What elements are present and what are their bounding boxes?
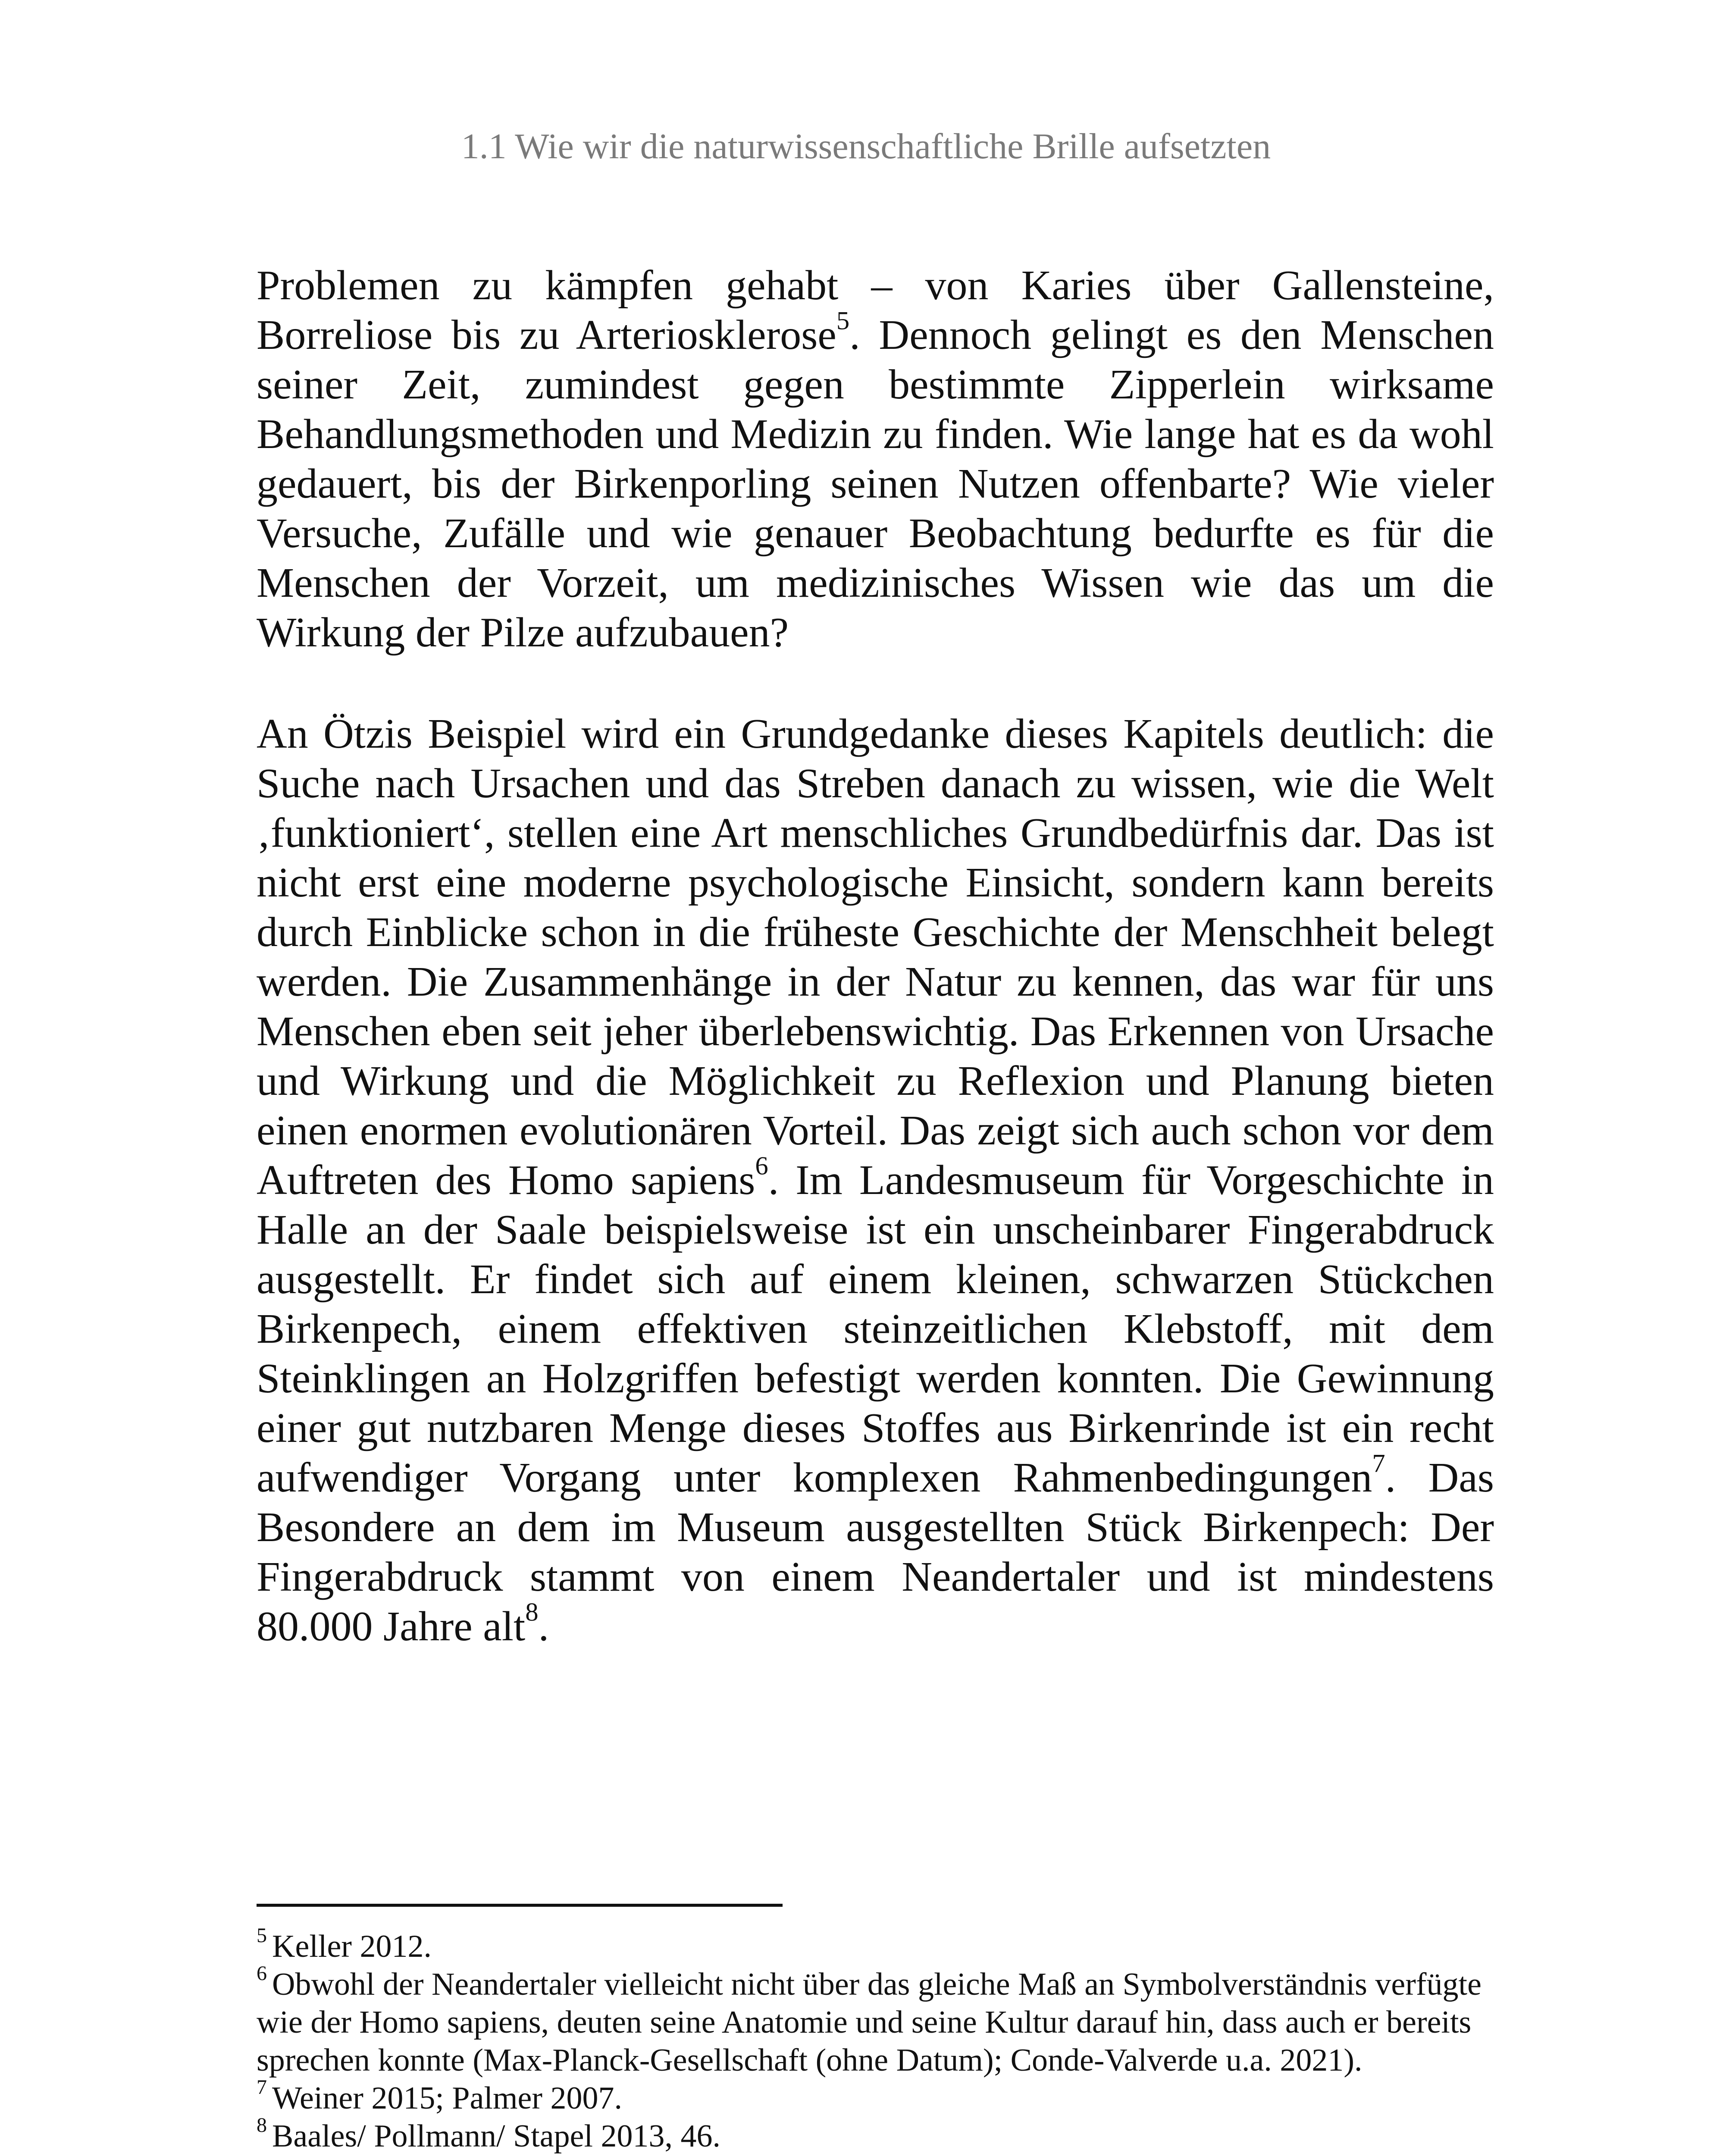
footnote-reference: 6 bbox=[755, 1151, 768, 1181]
footnote-text: Keller 2012. bbox=[272, 1929, 432, 1964]
footnotes bbox=[257, 1924, 1494, 2155]
footnote-reference: 8 bbox=[525, 1598, 539, 1627]
footnote-reference: 5 bbox=[836, 306, 850, 335]
running-header: 1.1 Wie wir die naturwissenschaftliche Brille aufsetzten bbox=[461, 126, 1271, 166]
footnote-number: 6 bbox=[257, 1962, 267, 1985]
footnote-separator bbox=[257, 1904, 783, 1907]
paragraph-text: . Dennoch gelingt es den Menschen seiner Zeit, zumindest gegen bestimmte Zipperlein wirksame Behandlungsmethoden und Medizin zu finden. Wie lange hat es da wohl gedauert, bis der Birkenporling seinen Nutzen offenbarte? Wie vieler Versuche, Zufälle und wie genauer Beobachtung bedurfte es für die Menschen der Vorzeit, um medizinisches Wissen wie das um die Wirkung der Pilze aufzubauen? bbox=[257, 312, 1494, 656]
footnote bbox=[257, 1924, 1494, 1965]
footnote-text: Obwohl der Neandertaler vielleicht nicht über das gleiche Maß an Symbolverständnis verfügte wie der Homo sapiens, deuten seine Anatomie und seine Kultur darauf hin, dass auch er bereits sprechen konnte (Max-Planck-Gesellschaft (ohne Datum); Conde-Valverde u.a. 2021). bbox=[257, 1967, 1481, 2078]
paragraph-text: . Das Besondere an dem im Museum ausgestellten Stück Birkenpech: Der Fingerabdruck stammt von einem Neandertaler und ist mindestens 80.000 Jahre alt bbox=[257, 1454, 1494, 1650]
footnote-text: Baales/ Pollmann/ Stapel 2013, 46. bbox=[272, 2118, 721, 2154]
footnote-number: 7 bbox=[257, 2076, 267, 2099]
body-paragraph-2 bbox=[257, 709, 1494, 1651]
footnote-text: Weiner 2015; Palmer 2007. bbox=[272, 2081, 623, 2116]
paragraph-text: An Ötzis Beispiel wird ein Grundgedanke dieses Kapitels deutlich: die Suche nach Ursachen und das Streben danach zu wissen, wie die Welt ‚funktioniert‘, stellen eine Art menschliches Grundbedürfnis dar. Das ist nicht erst eine moderne psychologische Einsicht, sondern kann bereits durch Einblicke schon in die früheste Geschichte der Menschheit belegt werden. Die Zusammenhänge in der Natur zu kennen, das war für uns Menschen eben seit jeher überlebenswichtig. Das Erkennen von Ursache und Wirkung und die Möglichkeit zu Reflexion und Planung bieten einen enormen evolutionären Vorteil. Das zeigt sich auch schon vor dem Auftreten des Homo sapiens bbox=[257, 711, 1494, 1203]
paragraph-text: . bbox=[538, 1603, 549, 1650]
body-paragraph-1 bbox=[257, 261, 1494, 658]
paragraph-text: . Im Landesmuseum für Vorgeschichte in Halle an der Saale beispielsweise ist ein unscheinbarer Fingerabdruck ausgestellt. Er findet sich auf einem kleinen, schwarzen Stückchen Birkenpech, einem effektiven steinzeitlichen Klebstoff, mit dem Steinklingen an Holzgriffen befestigt werden konnten. Die Gewinnung einer gut nutzbaren Menge dieses Stoffes aus Birkenrinde ist ein recht aufwendiger Vorgang unter komplexen Rahmenbedingungen bbox=[257, 1157, 1494, 1501]
footnote bbox=[257, 2114, 1494, 2155]
paragraph-text: Problemen zu kämpfen gehabt – von Karies über Gallensteine, Borreliose bis zu Arteriosklerose bbox=[257, 262, 1494, 358]
footnote-number: 5 bbox=[257, 1924, 267, 1947]
footnote-reference: 7 bbox=[1372, 1449, 1385, 1478]
footnote-number: 8 bbox=[257, 2114, 267, 2137]
footnote bbox=[257, 2076, 1494, 2117]
footnote bbox=[257, 1962, 1494, 2079]
